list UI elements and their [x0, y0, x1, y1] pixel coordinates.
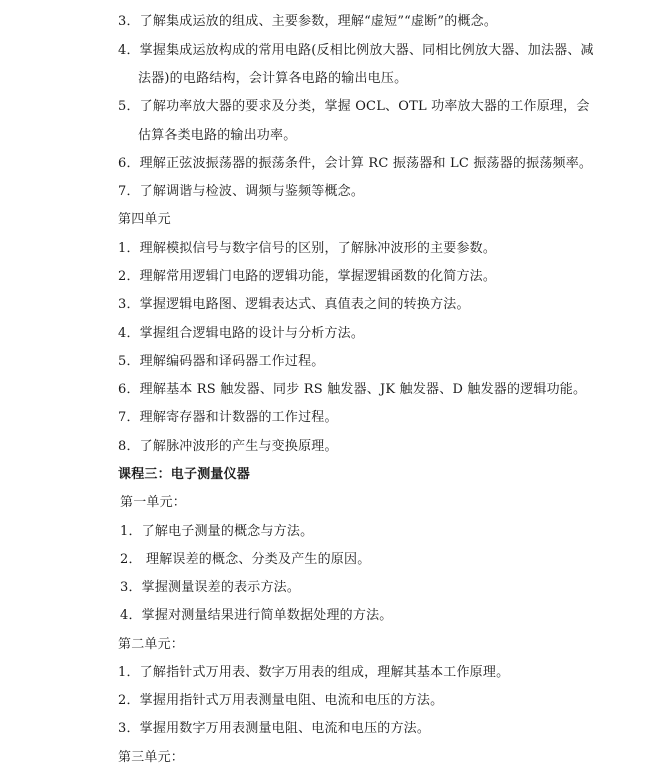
text-line: 估算各类电路的输出功率。 — [138, 128, 297, 143]
text-line: 1．理解模拟信号与数字信号的区别，了解脉冲波形的主要参数。 — [118, 241, 497, 256]
text-line: 3．掌握测量误差的表示方法。 — [120, 580, 301, 595]
text-line: 1．了解指针式万用表、数字万用表的组成，理解其基本工作原理。 — [118, 665, 510, 680]
text-line: 3．了解集成运放的组成、主要参数，理解“虚短”“虚断”的概念。 — [118, 14, 498, 29]
text-line: 法器)的电路结构，会计算各电路的输出电压。 — [138, 71, 408, 86]
text-line: 2．掌握用指针式万用表测量电阻、电流和电压的方法。 — [118, 693, 444, 708]
section-label: 第一单元： — [120, 495, 187, 510]
text-line: 5．理解编码器和译码器工作过程。 — [118, 354, 325, 369]
text-line: 2． 理解误差的概念、分类及产生的原因。 — [120, 552, 371, 567]
text-line: 6．理解正弦波振荡器的振荡条件，会计算 RC 振荡器和 LC 振荡器的振荡频率。 — [118, 156, 593, 171]
text-line: 4．掌握对测量结果进行简单数据处理的方法。 — [120, 608, 393, 623]
text-line: 3．掌握逻辑电路图、逻辑表达式、真值表之间的转换方法。 — [118, 297, 470, 312]
text-line: 7．理解寄存器和计数器的工作过程。 — [118, 410, 338, 425]
text-line: 4．掌握组合逻辑电路的设计与分析方法。 — [118, 326, 365, 341]
text-line: 1．了解电子测量的概念与方法。 — [120, 524, 314, 539]
section-label: 第四单元 — [118, 212, 171, 227]
course-heading: 课程三：电子测量仪器 — [118, 467, 251, 482]
text-line: 8．了解脉冲波形的产生与变换原理。 — [118, 439, 338, 454]
section-label: 第三单元： — [118, 750, 185, 765]
text-line: 6．理解基本 RS 触发器、同步 RS 触发器、JK 触发器、D 触发器的逻辑功能。 — [118, 382, 587, 397]
text-line: 5．了解功率放大器的要求及分类，掌握 OCL、OTL 功率放大器的工作原理，会 — [118, 99, 590, 114]
text-line: 3．掌握用数字万用表测量电阻、电流和电压的方法。 — [118, 721, 431, 736]
section-label: 第二单元： — [118, 637, 185, 652]
text-line: 7．了解调谐与检波、调频与鉴频等概念。 — [118, 184, 365, 199]
text-line: 2．理解常用逻辑门电路的逻辑功能，掌握逻辑函数的化简方法。 — [118, 269, 497, 284]
text-line: 4．掌握集成运放构成的常用电路(反相比例放大器、同相比例放大器、加法器、减 — [118, 43, 594, 58]
